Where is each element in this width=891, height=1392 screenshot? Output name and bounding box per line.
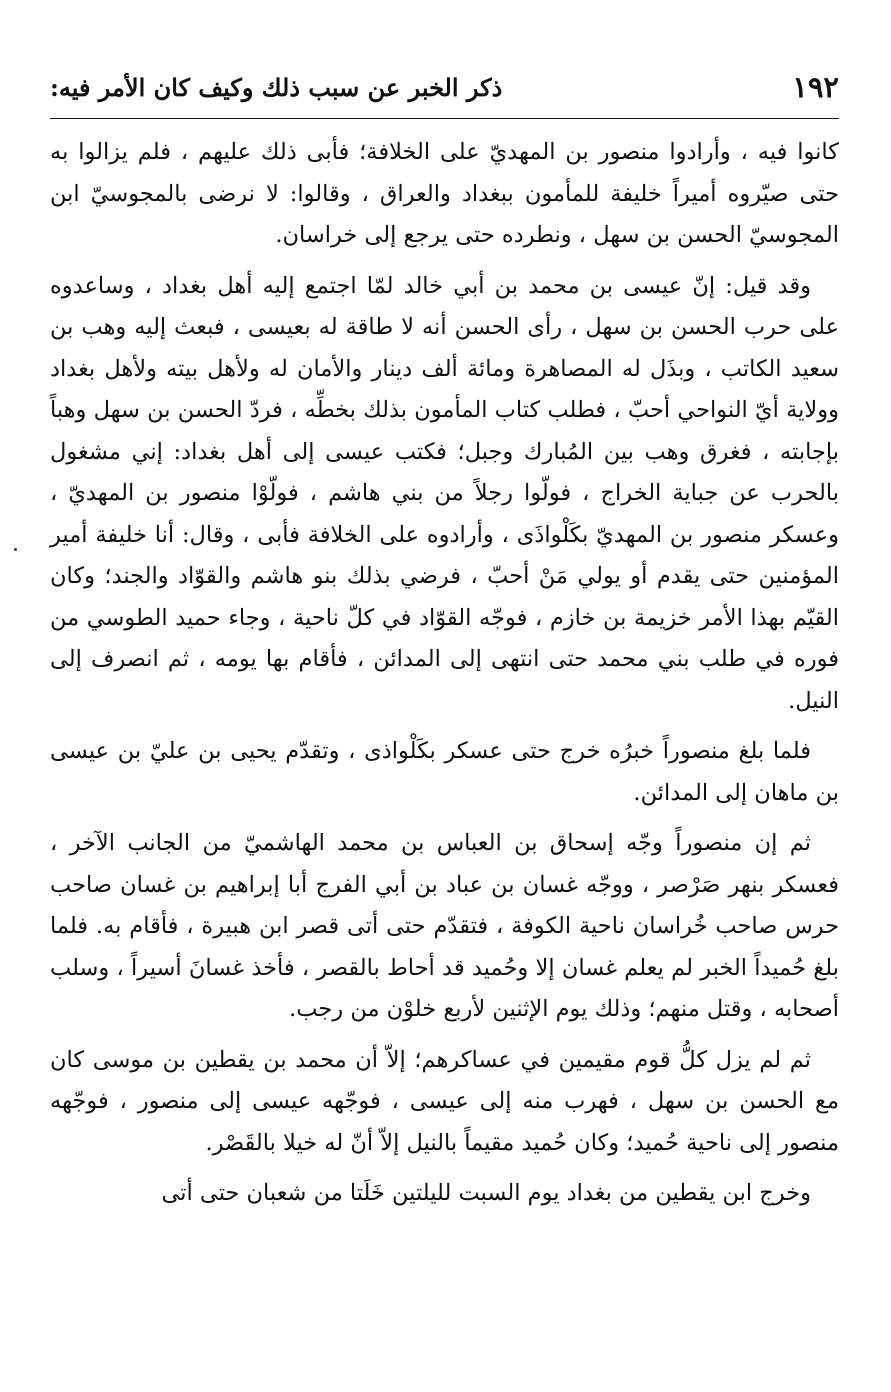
paragraph: كانوا فيه ، وأرادوا منصور بن المهديّ على الخلافة؛ فأبى ذلك عليهم ، فلم يزالوا به حتى صيّروه أميراً خليفة للمأمون ببغداد والعراق ، وقالوا: لا نرضى بالمجوسيّ ابن المجوسيّ الحسن بن سهل ، ونطرده حتى يرجع إلى خراسان. — [50, 139, 839, 248]
body-text — [50, 132, 839, 1224]
paragraph: ثم إن منصوراً وجّه إسحاق بن العباس بن محمد الهاشميّ من الجانب الآخر ، فعسكر بنهر صَرْصر ، ووجّه غسان بن عباد بن أبي الفرج أبا إبراهيم بن غسان صاحب حرس صاحب خُراسان ناحية الكوفة ، فتقدّم حتى أتى قصر ابن هبيرة ، فأقام به. فلما بلغ حُميداً الخبر لم يعلم غسان إلا وحُميد قد أحاط بالقصر ، فأخذ غسانَ أسيراً ، وسلب أصحابه ، وقتل منهم؛ وذلك يوم الإثنين لأربع خلوْن من رجب. — [50, 830, 839, 1022]
paragraph: وقد قيل: إنّ عيسى بن محمد بن أبي خالد لمّا اجتمع إليه أهل بغداد ، وساعدوه على حرب الحسن بن سهل ، رأى الحسن أنه لا طاقة له بعيسى ، فبعث إليه وهب بن سعيد الكاتب ، وبذَل له المصاهرة ومائة ألف دينار والأمان له ولأهل بيته ولأهل بغداد وولاية أيّ النواحي أحبّ ، فطلب كتاب المأمون بذلك بخطِّه ، فردّ الحسن بن سهل وهباً بإجابته ، فغرق وهب بين المُبارك وجبل؛ فكتب عيسى إلى أهل بغداد: إني مشغول بالحرب عن جباية الخراج ، فولّوا رجلاً من بني هاشم ، فولّوْا منصور بن المهديّ ، وعسكر منصور بن المهديّ بكَلْواذَى ، وأرادوه على الخلافة فأبى ، وقال: أنا خليفة أمير المؤمنين حتى يقدم أو يولي مَنْ أحبّ ، فرضي بذلك بنو هاشم والقوّاد والجند؛ وكان القيّم بهذا الأمر خزيمة بن خازم ، فوجّه القوّاد في كلّ ناحية ، وجاء حميد الطوسي من فوره في طلب بني محمد حتى انتهى إلى المدائن ، فأقام بها يومه ، ثم انصرف إلى النيل. — [50, 272, 839, 714]
running-title: ذكر الخبر عن سبب ذلك وكيف كان الأمر فيه: — [50, 73, 503, 102]
paragraph: وخرج ابن يقطين من بغداد يوم السبت لليلتين خَلَتا من شعبان حتى أتى — [161, 1180, 811, 1206]
paragraph: فلما بلغ منصوراً خبرُه خرج حتى عسكر بكَلْواذى ، وتقدّم يحيى بن عليّ بن عيسى بن ماهان إلى المدائن. — [50, 738, 839, 806]
paragraph: ثم لم يزل كلُّ قوم مقيمين في عساكرهم؛ إلاّ أن محمد بن يقطين بن موسى كان مع الحسن بن سهل ، فهرب منه إلى عيسى ، فوجّهه عيسى إلى منصور ، فوجّهه منصور إلى ناحية حُميد؛ وكان حُميد مقيماً بالنيل إلاّ أنّ له خيلا بالقَصْر. — [50, 1046, 839, 1156]
header-rule — [50, 118, 839, 119]
scan-speck — [14, 548, 17, 551]
page-header — [50, 70, 839, 112]
page-number: ١٩٢ — [792, 70, 839, 104]
